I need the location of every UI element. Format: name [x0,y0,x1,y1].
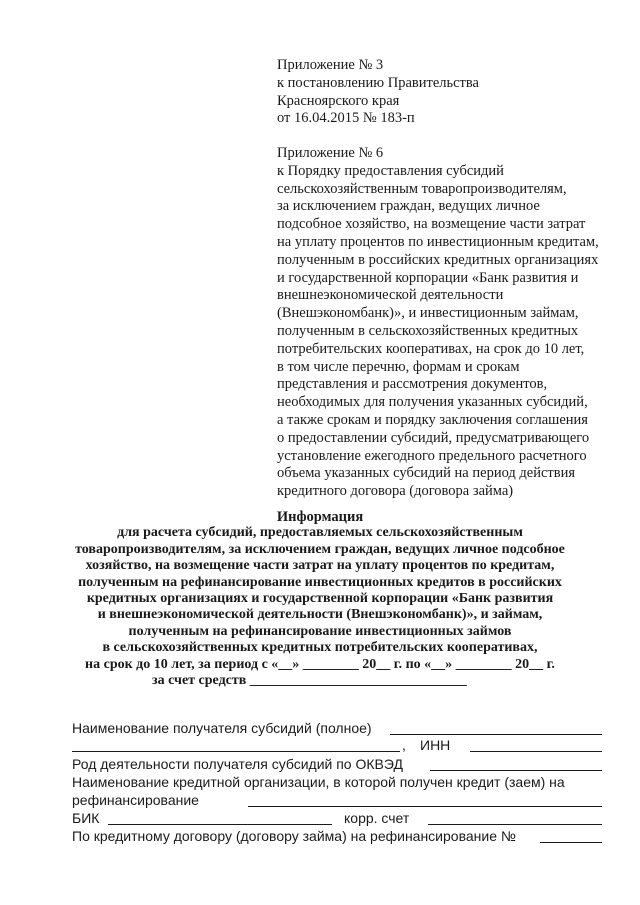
appendix-line: представления и рассмотрения документов, [277,376,548,393]
appendix-line: полученным в российских кредитных организациях [277,251,599,268]
appendix-line: кредитного договора (договора займа) [277,483,514,500]
appendix-line: Приложение № 6 [277,145,384,161]
recipient-name-row [72,720,602,737]
appendix-line: подсобное хозяйство, на возмещение части затрат [277,216,586,233]
okved-label: Род деятельности получателя субсидий по ОКВЭД [72,756,403,772]
okved-row [72,756,602,773]
info-line: и внешнеэкономической деятельности (Внешэкономбанк)», и займам, [97,607,543,623]
appendix-line: сельскохозяйственным товаропроизводителям, [277,180,567,197]
appendix-line: объема указанных субсидий на период действия [277,465,576,482]
appendix-line: за исключением граждан, ведущих личное [277,198,540,215]
info-line: для расчета субсидий, предоставляемых сельскохозяйственным [117,525,523,541]
bik-row [72,810,602,827]
appendix-line: к Порядку предоставления субсидий [277,162,504,179]
appendix-line: к постановлению Правительства [277,74,479,91]
info-line: в сельскохозяйственных кредитных потребительских кооперативах, [102,640,538,656]
appendix-line: полученным в сельскохозяйственных кредитных [277,322,579,339]
bik-field[interactable] [108,810,332,825]
info-period-line: на срок до 10 лет, за период с «__» ________ 20__ г. по «__» ________ 20__ г. [85,656,555,672]
info-funding-line: за счет средств _______________________________ [152,673,467,689]
appendix-line: на уплату процентов по инвестиционным кредитам, [277,233,599,250]
inn-row [72,737,602,754]
appendix-line: Красноярского края [277,92,400,109]
credit-org-row [72,774,602,791]
bik-label: БИК [72,810,100,826]
appendix-line: Приложение № 3 [277,57,384,73]
appendix-line: о предоставлении субсидий, предусматривающего [277,429,590,446]
corr-account-label: корр. счет [344,810,410,826]
loan-agreement-label: По кредитному договору (договору займа) на рефинансирование № [72,828,516,844]
info-line: полученным на рефинансирование инвестиционных кредитов в российских [78,574,562,590]
loan-agreement-row [72,828,602,845]
comma-separator: , [402,737,406,753]
refinancing-label: рефинансирование [72,792,199,808]
appendix-line: в том числе перечню, формам и срокам [277,358,520,375]
appendix-line: необходимых для получения указанных субсидий, [277,394,588,411]
appendix-line: потребительских кооперативах, на срок до 10 лет, [277,340,585,357]
inn-field[interactable] [470,737,602,752]
okved-field[interactable] [430,756,602,771]
info-line: кредитных организациях и государственной корпорации «Банк развития [86,591,554,607]
recipient-name-field[interactable] [390,720,602,735]
credit-org-field[interactable] [248,792,602,807]
corr-account-field[interactable] [428,810,602,825]
appendix-line: установление ежегодного предельного расчетного [277,447,587,464]
appendix-line: и государственной корпорации «Банк развития и [277,269,579,286]
appendix-3-header [277,57,479,128]
appendix-line: (Внешэкономбанк)», и инвестиционным займам, [277,305,579,322]
info-title: Информация [276,509,364,525]
appendix-line: от 16.04.2015 № 183-п [277,110,415,127]
info-line: полученным на рефинансирование инвестиционных займов [128,623,512,639]
refinancing-row [72,792,602,809]
recipient-name-field-continued[interactable] [72,737,400,752]
credit-org-label: Наименование кредитной организации, в которой получен кредит (заем) на [72,774,565,790]
info-line: товаропроизводителям, за исключением граждан, ведущих личное подсобное [75,541,565,557]
inn-label: ИНН [420,737,451,753]
loan-agreement-number-field[interactable] [540,828,602,843]
appendix-6-header [277,145,599,501]
info-heading [0,509,640,689]
recipient-name-label: Наименование получателя субсидий (полное) [72,720,372,736]
info-line: хозяйство, на возмещение части затрат на уплату процентов по кредитам, [85,558,555,574]
appendix-line: а также срокам и порядку заключения соглашения [277,411,588,428]
appendix-line: внешнеэкономической деятельности [277,287,504,304]
